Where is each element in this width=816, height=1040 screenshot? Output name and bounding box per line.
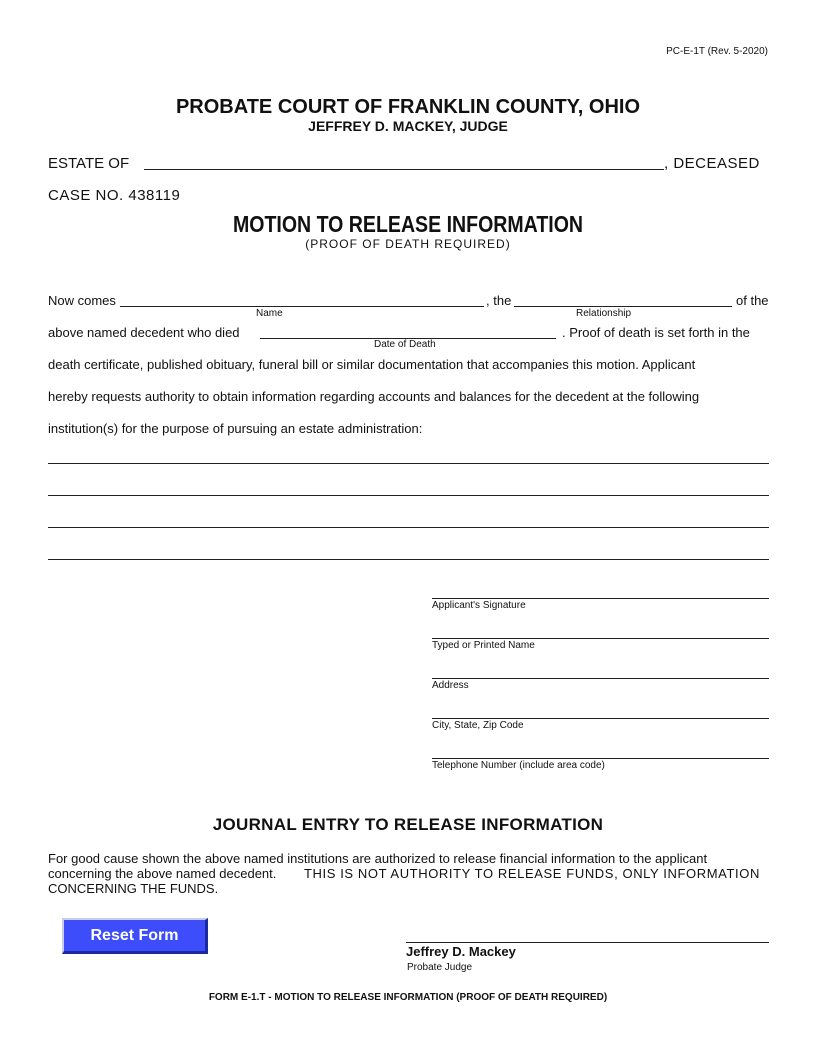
journal-warning: THIS IS NOT AUTHORITY TO RELEASE FUNDS, ONLY INFORMATION xyxy=(304,866,760,881)
applicant-signature-field[interactable] xyxy=(432,584,769,599)
decedent-died-label: above named decedent who died xyxy=(48,325,240,340)
city-state-zip-field[interactable] xyxy=(432,704,769,719)
case-number: CASE NO. 438119 xyxy=(48,187,181,204)
of-the-label: of the xyxy=(736,293,769,308)
motion-subtitle: (PROOF OF DEATH REQUIRED) xyxy=(305,237,511,251)
relationship-field[interactable] xyxy=(514,292,732,307)
judge-header: JEFFREY D. MACKEY, JUDGE xyxy=(308,118,508,134)
the-label: , the xyxy=(486,293,512,308)
paragraph-line: hereby requests authority to obtain information regarding accounts and balances for the decedent at the following xyxy=(48,389,700,404)
date-caption: Date of Death xyxy=(374,339,436,350)
proof-text: . Proof of death is set forth in the xyxy=(562,325,750,340)
institution-field-4[interactable] xyxy=(48,545,769,560)
form-footer: FORM E-1.T - MOTION TO RELEASE INFORMATION (PROOF OF DEATH REQUIRED) xyxy=(208,992,608,1003)
paragraph-line: institution(s) for the purpose of pursuing an estate administration: xyxy=(48,421,423,436)
journal-text: For good cause shown the above named institutions are authorized to release financial information to the applicant xyxy=(48,851,708,866)
estate-name-field[interactable] xyxy=(144,155,664,170)
now-comes-label: Now comes xyxy=(48,293,116,308)
telephone-caption: Telephone Number (include area code) xyxy=(432,760,605,771)
relationship-caption: Relationship xyxy=(576,308,632,319)
applicant-name-field[interactable] xyxy=(120,292,484,307)
judge-signature-line xyxy=(406,942,769,943)
signature-caption: Applicant's Signature xyxy=(432,600,526,611)
form-code: PC-E-1T (Rev. 5-2020) xyxy=(666,46,768,57)
address-field[interactable] xyxy=(432,664,769,679)
city-caption: City, State, Zip Code xyxy=(432,720,524,731)
deceased-label: , DECEASED xyxy=(664,155,760,172)
paragraph-line: death certificate, published obituary, funeral bill or similar documentation that accompanies this motion. Applicant xyxy=(48,357,696,372)
reset-form-button[interactable]: Reset Form xyxy=(62,918,208,954)
judge-title: Probate Judge xyxy=(407,962,473,973)
estate-of-label: ESTATE OF xyxy=(48,155,130,172)
journal-text: CONCERNING THE FUNDS. xyxy=(48,881,219,896)
institution-field-1[interactable] xyxy=(48,449,769,464)
address-caption: Address xyxy=(432,680,469,691)
judge-name: Jeffrey D. Mackey xyxy=(406,944,516,959)
journal-text: concerning the above named decedent. xyxy=(48,866,277,881)
printed-name-field[interactable] xyxy=(432,624,769,639)
institution-field-3[interactable] xyxy=(48,513,769,528)
printed-name-caption: Typed or Printed Name xyxy=(432,640,535,651)
institution-field-2[interactable] xyxy=(48,481,769,496)
name-caption: Name xyxy=(256,308,283,319)
date-of-death-field[interactable] xyxy=(260,324,556,339)
journal-title: JOURNAL ENTRY TO RELEASE INFORMATION xyxy=(212,815,604,834)
motion-title: MOTION TO RELEASE INFORMATION xyxy=(232,211,584,237)
telephone-field[interactable] xyxy=(432,744,769,759)
court-title: PROBATE COURT OF FRANKLIN COUNTY, OHIO xyxy=(175,96,641,118)
